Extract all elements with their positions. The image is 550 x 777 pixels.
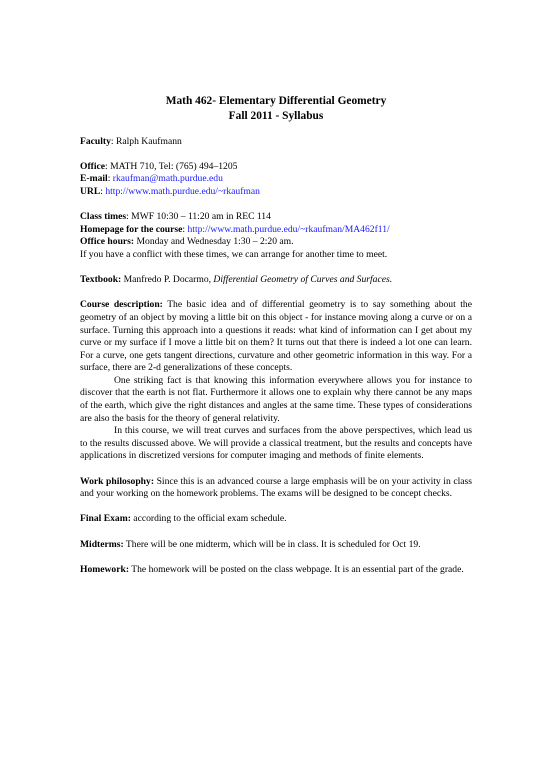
final-exam-line [80, 513, 472, 526]
email-line [80, 173, 472, 186]
class-times-value: : MWF 10:30 – 11:20 am in REC 114 [126, 211, 271, 223]
homework-label: Homework: [80, 563, 130, 575]
homepage-sep: : [182, 223, 188, 235]
url-link[interactable]: http://www.math.purdue.edu/~rkaufman [105, 185, 260, 197]
class-times-label: Class times [80, 211, 127, 223]
work-philosophy-paragraph [80, 476, 472, 501]
url-label: URL [80, 185, 101, 197]
office-hours-line [80, 236, 472, 249]
homepage-label: Homepage for the course [80, 223, 183, 235]
office-label: Office [80, 160, 106, 172]
url-sep: : [100, 185, 106, 197]
faculty-line [80, 136, 472, 149]
faculty-label: Faculty [80, 135, 111, 147]
midterms-label: Midterms: [80, 538, 124, 550]
conflict-note: If you have a conflict with these times, we can arrange for another time to meet. [80, 248, 388, 260]
course-description-text: The basic idea and of differential geometry is to say something about the geometry of an object by moving a little bit on this object - for instance moving along a curve or on a surface. Turning this approach into a questions it reads: what kind of information can I get about my curve or my surface if I move a little bit on them? It turns out that there is indeed a lot one can learn. For a curve, one gets tangent directions, curvature and other geometric information in this way. For a surface, there are 2-d generalizations of these concepts. [80, 299, 472, 374]
email-sep: : [107, 173, 113, 185]
office-value: : MATH 710, Tel: (765) 494–1205 [105, 160, 238, 172]
office-hours-value: Monday and Wednesday 1:30 – 2:20 am. [134, 236, 294, 248]
midterms-line [80, 539, 472, 552]
course-subtitle: Fall 2011 - Syllabus [228, 109, 324, 122]
syllabus-content [80, 94, 472, 576]
email-link[interactable]: rkaufman@math.purdue.edu [112, 173, 223, 185]
textbook-author: Manfredo P. Docarmo, [121, 274, 214, 286]
homepage-line [80, 224, 472, 237]
course-description-label: Course description: [80, 299, 163, 311]
textbook-title: Differential Geometry of Curves and Surfaces. [213, 274, 393, 286]
course-description-p3: In this course, we will treat curves and surfaces from the above perspectives, which lead us to the results discussed above. We will provide a classical treatment, but the results and concepts have applications in discretized versions for computer imaging and methods of finite elements. [80, 425, 472, 462]
course-description-p1 [80, 299, 472, 375]
work-philosophy-text: Since this is an advanced course a large emphasis will be on your activity in class and your working on the homework problems. The exams will be designed to be concept checks. [80, 475, 472, 500]
work-philosophy-label: Work philosophy: [80, 475, 155, 487]
faculty-value: : Ralph Kaufmann [110, 135, 182, 147]
course-title: Math 462- Elementary Differential Geometry [165, 95, 387, 107]
textbook-label: Textbook: [80, 274, 122, 286]
office-line [80, 161, 472, 174]
textbook-line [80, 274, 472, 287]
course-description-p2: One striking fact is that knowing this information everywhere allows you for instance to discover that the earth is not flat. Furthermore it allows one to explain why there cannot be any maps of the earth, which give the right distances and angles at the same time. These types of considerations are also the basis for the theory of general relativity. [80, 374, 472, 424]
homepage-link[interactable]: http://www.math.purdue.edu/~rkaufman/MA462f11/ [187, 223, 390, 235]
final-exam-label: Final Exam: [80, 513, 131, 525]
midterms-text: There will be one midterm, which will be in class. It is scheduled for Oct 19. [123, 538, 421, 550]
homework-text: The homework will be posted on the class webpage. It is an essential part of the grade. [129, 563, 464, 575]
final-exam-text: according to the official exam schedule. [130, 513, 287, 525]
homework-paragraph [80, 564, 472, 577]
class-times-line [80, 211, 472, 224]
url-line [80, 186, 472, 199]
office-hours-label: Office hours: [80, 236, 135, 248]
email-label: E-mail [80, 173, 108, 185]
